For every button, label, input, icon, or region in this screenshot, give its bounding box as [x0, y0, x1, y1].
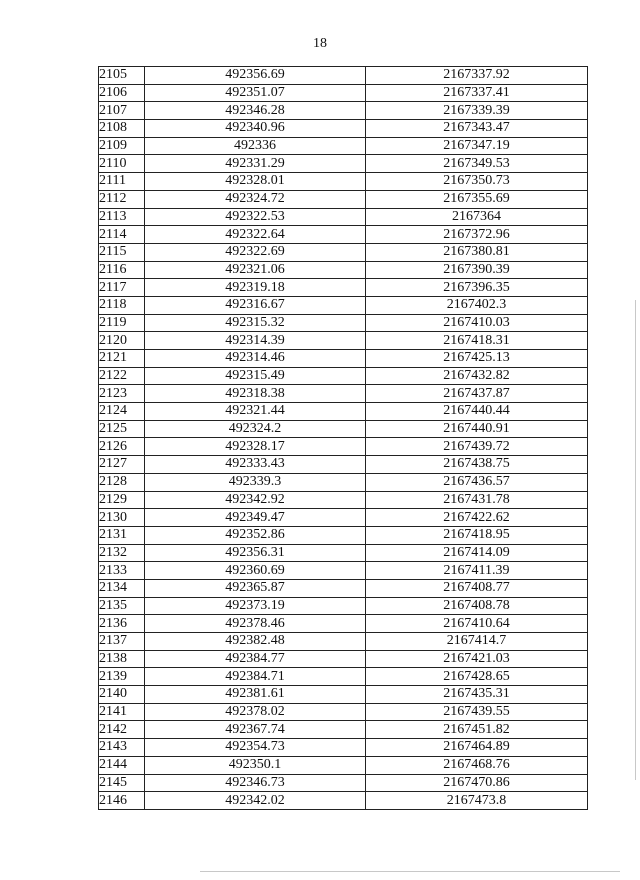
y-coordinate-cell: 2167440.44 [366, 403, 588, 421]
table-row [99, 403, 588, 421]
point-number-cell: 2144 [99, 756, 145, 774]
point-number-cell: 2119 [99, 314, 145, 332]
table-row [99, 473, 588, 491]
x-coordinate-cell: 492384.77 [145, 650, 366, 668]
x-coordinate-cell: 492382.48 [145, 633, 366, 651]
scan-bottom-line [200, 871, 620, 872]
x-coordinate-cell: 492328.17 [145, 438, 366, 456]
x-coordinate-cell: 492356.69 [145, 67, 366, 85]
point-number-cell: 2133 [99, 562, 145, 580]
y-coordinate-cell: 2167380.81 [366, 243, 588, 261]
y-coordinate-cell: 2167439.72 [366, 438, 588, 456]
point-number-cell: 2146 [99, 792, 145, 810]
table-row [99, 261, 588, 279]
table-row [99, 350, 588, 368]
x-coordinate-cell: 492378.02 [145, 703, 366, 721]
y-coordinate-cell: 2167337.92 [366, 67, 588, 85]
y-coordinate-cell: 2167473.8 [366, 792, 588, 810]
table-row [99, 190, 588, 208]
point-number-cell: 2121 [99, 350, 145, 368]
point-number-cell: 2116 [99, 261, 145, 279]
scan-edge-line [635, 300, 636, 780]
y-coordinate-cell: 2167432.82 [366, 367, 588, 385]
x-coordinate-cell: 492346.28 [145, 102, 366, 120]
table-row [99, 597, 588, 615]
point-number-cell: 2139 [99, 668, 145, 686]
table-row [99, 226, 588, 244]
x-coordinate-cell: 492340.96 [145, 120, 366, 138]
y-coordinate-cell: 2167428.65 [366, 668, 588, 686]
point-number-cell: 2131 [99, 526, 145, 544]
y-coordinate-cell: 2167418.31 [366, 332, 588, 350]
table-row [99, 686, 588, 704]
y-coordinate-cell: 2167421.03 [366, 650, 588, 668]
table-row [99, 385, 588, 403]
x-coordinate-cell: 492356.31 [145, 544, 366, 562]
table-row [99, 155, 588, 173]
x-coordinate-cell: 492328.01 [145, 173, 366, 191]
x-coordinate-cell: 492314.39 [145, 332, 366, 350]
point-number-cell: 2132 [99, 544, 145, 562]
x-coordinate-cell: 492319.18 [145, 279, 366, 297]
x-coordinate-cell: 492378.46 [145, 615, 366, 633]
y-coordinate-cell: 2167431.78 [366, 491, 588, 509]
x-coordinate-cell: 492322.64 [145, 226, 366, 244]
x-coordinate-cell: 492322.53 [145, 208, 366, 226]
x-coordinate-cell: 492339.3 [145, 473, 366, 491]
x-coordinate-cell: 492365.87 [145, 579, 366, 597]
table-row [99, 721, 588, 739]
table-row [99, 208, 588, 226]
table-row [99, 456, 588, 474]
point-number-cell: 2113 [99, 208, 145, 226]
point-number-cell: 2117 [99, 279, 145, 297]
point-number-cell: 2118 [99, 296, 145, 314]
point-number-cell: 2130 [99, 509, 145, 527]
x-coordinate-cell: 492321.44 [145, 403, 366, 421]
y-coordinate-cell: 2167410.03 [366, 314, 588, 332]
y-coordinate-cell: 2167437.87 [366, 385, 588, 403]
y-coordinate-cell: 2167343.47 [366, 120, 588, 138]
y-coordinate-cell: 2167339.39 [366, 102, 588, 120]
table-row [99, 420, 588, 438]
y-coordinate-cell: 2167350.73 [366, 173, 588, 191]
table-row [99, 102, 588, 120]
point-number-cell: 2105 [99, 67, 145, 85]
point-number-cell: 2114 [99, 226, 145, 244]
y-coordinate-cell: 2167435.31 [366, 686, 588, 704]
y-coordinate-cell: 2167337.41 [366, 84, 588, 102]
y-coordinate-cell: 2167364 [366, 208, 588, 226]
y-coordinate-cell: 2167408.77 [366, 579, 588, 597]
x-coordinate-cell: 492354.73 [145, 739, 366, 757]
point-number-cell: 2111 [99, 173, 145, 191]
point-number-cell: 2137 [99, 633, 145, 651]
table-row [99, 367, 588, 385]
table-row [99, 526, 588, 544]
x-coordinate-cell: 492367.74 [145, 721, 366, 739]
y-coordinate-cell: 2167451.82 [366, 721, 588, 739]
x-coordinate-cell: 492352.86 [145, 526, 366, 544]
table-row [99, 774, 588, 792]
x-coordinate-cell: 492336 [145, 137, 366, 155]
x-coordinate-cell: 492349.47 [145, 509, 366, 527]
point-number-cell: 2129 [99, 491, 145, 509]
table-row [99, 279, 588, 297]
y-coordinate-cell: 2167438.75 [366, 456, 588, 474]
point-number-cell: 2138 [99, 650, 145, 668]
y-coordinate-cell: 2167411.39 [366, 562, 588, 580]
coordinates-table [98, 66, 588, 810]
x-coordinate-cell: 492315.32 [145, 314, 366, 332]
y-coordinate-cell: 2167372.96 [366, 226, 588, 244]
x-coordinate-cell: 492360.69 [145, 562, 366, 580]
x-coordinate-cell: 492346.73 [145, 774, 366, 792]
point-number-cell: 2123 [99, 385, 145, 403]
y-coordinate-cell: 2167440.91 [366, 420, 588, 438]
table-row [99, 756, 588, 774]
point-number-cell: 2136 [99, 615, 145, 633]
point-number-cell: 2128 [99, 473, 145, 491]
x-coordinate-cell: 492331.29 [145, 155, 366, 173]
table-row [99, 438, 588, 456]
y-coordinate-cell: 2167347.19 [366, 137, 588, 155]
point-number-cell: 2135 [99, 597, 145, 615]
point-number-cell: 2109 [99, 137, 145, 155]
y-coordinate-cell: 2167410.64 [366, 615, 588, 633]
table-row [99, 615, 588, 633]
point-number-cell: 2110 [99, 155, 145, 173]
point-number-cell: 2108 [99, 120, 145, 138]
y-coordinate-cell: 2167396.35 [366, 279, 588, 297]
point-number-cell: 2106 [99, 84, 145, 102]
y-coordinate-cell: 2167414.7 [366, 633, 588, 651]
x-coordinate-cell: 492315.49 [145, 367, 366, 385]
point-number-cell: 2115 [99, 243, 145, 261]
table-row [99, 332, 588, 350]
x-coordinate-cell: 492322.69 [145, 243, 366, 261]
x-coordinate-cell: 492342.92 [145, 491, 366, 509]
y-coordinate-cell: 2167390.39 [366, 261, 588, 279]
table-row [99, 137, 588, 155]
x-coordinate-cell: 492381.61 [145, 686, 366, 704]
point-number-cell: 2127 [99, 456, 145, 474]
table-row [99, 243, 588, 261]
coordinates-table-body [99, 67, 588, 810]
point-number-cell: 2125 [99, 420, 145, 438]
table-row [99, 314, 588, 332]
point-number-cell: 2124 [99, 403, 145, 421]
point-number-cell: 2143 [99, 739, 145, 757]
y-coordinate-cell: 2167436.57 [366, 473, 588, 491]
table-row [99, 509, 588, 527]
point-number-cell: 2126 [99, 438, 145, 456]
table-row [99, 544, 588, 562]
x-coordinate-cell: 492351.07 [145, 84, 366, 102]
y-coordinate-cell: 2167439.55 [366, 703, 588, 721]
table-row [99, 296, 588, 314]
point-number-cell: 2120 [99, 332, 145, 350]
y-coordinate-cell: 2167464.89 [366, 739, 588, 757]
point-number-cell: 2134 [99, 579, 145, 597]
table-row [99, 562, 588, 580]
point-number-cell: 2112 [99, 190, 145, 208]
x-coordinate-cell: 492333.43 [145, 456, 366, 474]
y-coordinate-cell: 2167470.86 [366, 774, 588, 792]
table-row [99, 703, 588, 721]
x-coordinate-cell: 492350.1 [145, 756, 366, 774]
x-coordinate-cell: 492318.38 [145, 385, 366, 403]
y-coordinate-cell: 2167468.76 [366, 756, 588, 774]
table-row [99, 173, 588, 191]
table-row [99, 633, 588, 651]
table-row [99, 67, 588, 85]
x-coordinate-cell: 492373.19 [145, 597, 366, 615]
y-coordinate-cell: 2167414.09 [366, 544, 588, 562]
x-coordinate-cell: 492321.06 [145, 261, 366, 279]
y-coordinate-cell: 2167418.95 [366, 526, 588, 544]
y-coordinate-cell: 2167425.13 [366, 350, 588, 368]
point-number-cell: 2140 [99, 686, 145, 704]
x-coordinate-cell: 492384.71 [145, 668, 366, 686]
y-coordinate-cell: 2167408.78 [366, 597, 588, 615]
x-coordinate-cell: 492316.67 [145, 296, 366, 314]
page-number: 18 [313, 36, 327, 51]
point-number-cell: 2145 [99, 774, 145, 792]
x-coordinate-cell: 492342.02 [145, 792, 366, 810]
x-coordinate-cell: 492324.72 [145, 190, 366, 208]
x-coordinate-cell: 492324.2 [145, 420, 366, 438]
x-coordinate-cell: 492314.46 [145, 350, 366, 368]
point-number-cell: 2141 [99, 703, 145, 721]
table-row [99, 579, 588, 597]
y-coordinate-cell: 2167355.69 [366, 190, 588, 208]
point-number-cell: 2107 [99, 102, 145, 120]
table-row [99, 792, 588, 810]
table-row [99, 650, 588, 668]
y-coordinate-cell: 2167422.62 [366, 509, 588, 527]
y-coordinate-cell: 2167402.3 [366, 296, 588, 314]
table-row [99, 120, 588, 138]
table-row [99, 739, 588, 757]
point-number-cell: 2122 [99, 367, 145, 385]
table-row [99, 84, 588, 102]
point-number-cell: 2142 [99, 721, 145, 739]
y-coordinate-cell: 2167349.53 [366, 155, 588, 173]
table-row [99, 491, 588, 509]
table-row [99, 668, 588, 686]
